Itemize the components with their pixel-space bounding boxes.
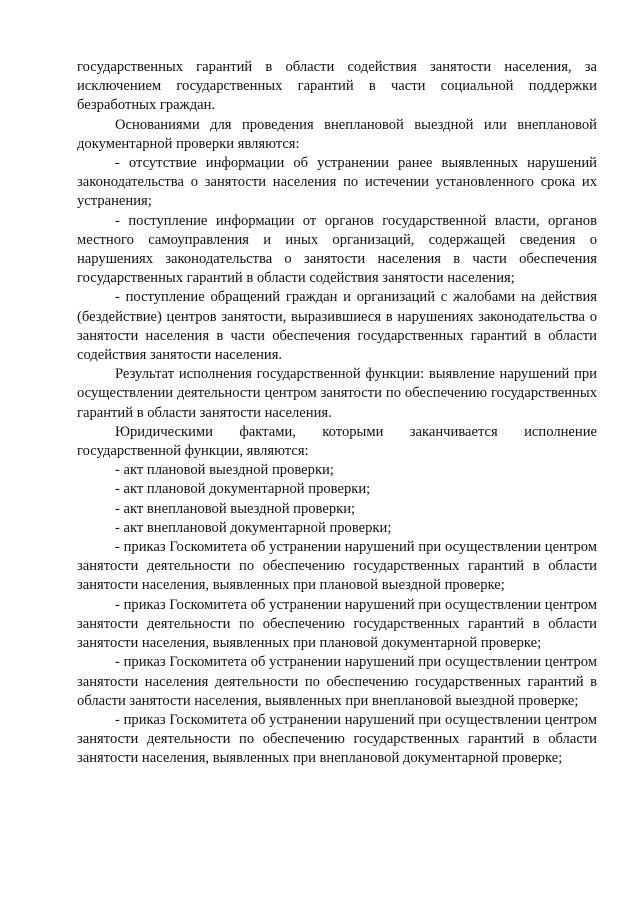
paragraph-result: Результат исполнения государственной функции: выявление нарушений при осуществлении деятельности центром занятости по обеспечению государственных гарантий в области занятости населения. [77,366,597,421]
paragraph-legal-facts-intro: Юридическими фактами, которыми заканчивается исполнение государственной функции, являются: [77,423,597,460]
paragraph-continuation: государственных гарантий в области содействия занятости населения, за исключением государственных гарантий в части социальной поддержки безработных граждан. [77,59,597,114]
list-item-order-1: - приказ Госкомитета об устранении нарушений при осуществлении центром занятости деятельности по обеспечению государственных гарантий в области занятости населения, выявленных при плановой выездной проверке; [77,539,597,594]
list-item-ground-1: - отсутствие информации об устранении ранее выявленных нарушений законодательства о занятости населения по истечении установленного срока их устранения; [77,155,597,210]
list-item-act-1: - акт плановой выездной проверки; [115,462,334,479]
list-item-order-2: - приказ Госкомитета об устранении нарушений при осуществлении центром занятости деятельности по обеспечению государственных гарантий в области занятости населения, выявленных при плановой документарной проверке; [77,596,597,652]
paragraph-grounds-intro: Основаниями для проведения внеплановой выездной или внеплановой документарной проверки являются: [77,116,597,152]
list-item-ground-3: - поступление обращений граждан и организаций с жалобами на действия (бездействие) центров занятости, выразившиеся в нарушениях законодательства о занятости населения в части обеспечения государственных гарантий в области содействия занятости населения. [77,289,597,364]
list-item-act-3: - акт внеплановой выездной проверки; [115,500,356,517]
list-item-order-3: - приказ Госкомитета об устранении нарушений при осуществлении центром занятости населения деятельности по обеспечению государственных гарантий в области занятости населения, выявленных при внеплановой выездной проверке; [77,654,597,709]
list-item-act-2: - акт плановой документарной проверки; [115,481,371,498]
list-item-order-4: - приказ Госкомитета об устранении нарушений при осуществлении центром занятости деятельности по обеспечению государственных гарантий в области занятости населения, выявленных при внеплановой документарной проверке; [77,711,597,767]
document-page [77,58,597,769]
list-item-act-4: - акт внеплановой документарной проверки; [115,519,392,536]
list-item-ground-2: - поступление информации от органов государственной власти, органов местного самоуправления и иных организаций, содержащей сведения о нарушениях законодательства о занятости населения в части обеспечения государственных гарантий в области содействия занятости населения; [77,212,597,287]
